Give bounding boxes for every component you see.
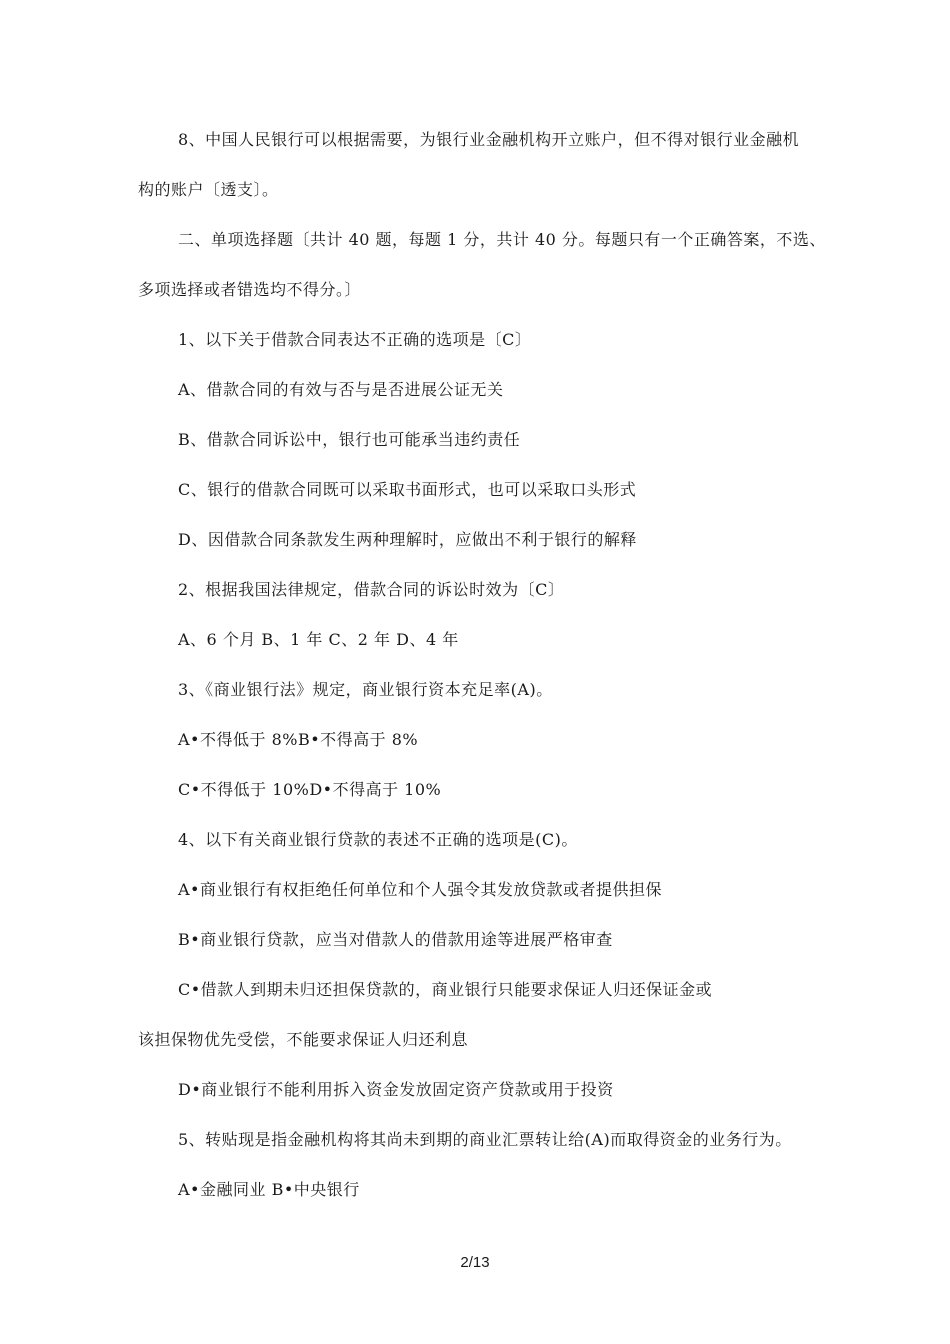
question-1: 1、以下关于借款合同表达不正确的选项是〔C〕 xyxy=(178,330,532,349)
question-3: 3、《商业银行法》规定，商业银行资本充足率(A)。 xyxy=(178,680,553,699)
text-line: 多项选择或者错选均不得分。〕 xyxy=(138,280,362,299)
option-line: A•金融同业 B•中央银行 xyxy=(178,1180,360,1199)
question-2: 2、根据我国法律规定，借款合同的诉讼时效为〔C〕 xyxy=(178,580,565,599)
option-line: A、6 个月 B、1 年 C、2 年 D、4 年 xyxy=(178,630,459,649)
option-line: C•不得低于 10%D•不得高于 10% xyxy=(178,780,442,799)
text-line: 8、中国人民银行可以根据需要，为银行业金融机构开立账户，但不得对银行业金融机 xyxy=(178,130,800,149)
option-line: C•借款人到期未归还担保贷款的，商业银行只能要求保证人归还保证金或 xyxy=(178,980,713,999)
option-line: D•商业银行不能利用拆入资金发放固定资产贷款或用于投资 xyxy=(178,1080,614,1099)
question-4: 4、以下有关商业银行贷款的表述不正确的选项是(C)。 xyxy=(178,830,578,849)
option-line: C、银行的借款合同既可以采取书面形式，也可以采取口头形式 xyxy=(178,480,637,499)
option-line: A、借款合同的有效与否与是否进展公证无关 xyxy=(178,380,504,399)
option-line: B•商业银行贷款，应当对借款人的借款用途等进展严格审查 xyxy=(178,930,613,949)
page-number: 2/13 xyxy=(460,1254,490,1271)
option-line: A•商业银行有权拒绝任何单位和个人强令其发放贷款或者提供担保 xyxy=(178,880,662,899)
option-line: A•不得低于 8%B•不得高于 8% xyxy=(178,730,419,749)
section-heading: 二、单项选择题〔共计 40 题，每题 1 分，共计 40 分。每题只有一个正确答案，不选、 xyxy=(178,230,826,249)
option-line: D、因借款合同条款发生两种理解时，应做出不利于银行的解释 xyxy=(178,530,637,549)
question-5: 5、转贴现是指金融机构将其尚未到期的商业汇票转让给(A)而取得资金的业务行为。 xyxy=(178,1130,792,1149)
text-line: 构的账户〔透支〕。 xyxy=(138,180,279,199)
option-line: B、借款合同诉讼中，银行也可能承当违约责任 xyxy=(178,430,521,449)
text-line: 该担保物优先受偿，不能要求保证人归还利息 xyxy=(138,1030,469,1049)
